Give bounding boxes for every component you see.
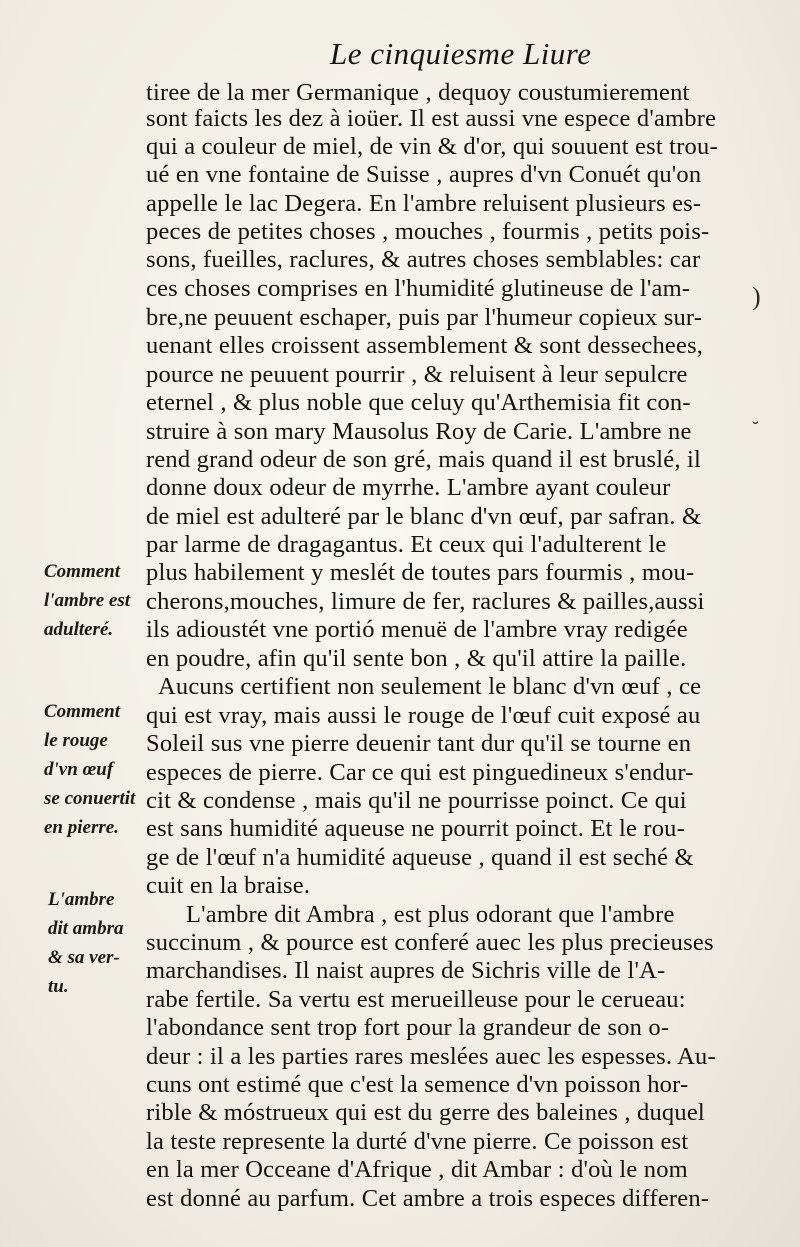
text-line: est donné au parfum. Cet ambre a trois especes differen- [146, 1185, 710, 1212]
margin-mark-paren: ) [752, 282, 761, 311]
text-line: cherons,mouches, limure de fer, raclures & pailles,aussi [146, 588, 705, 615]
marginal-note-line: tu. [48, 976, 69, 997]
text-line: qui est vray, mais aussi le rouge de l'œuf cuit exposé au [146, 702, 701, 729]
marginal-note-line: & sa ver- [48, 947, 120, 968]
text-line: sons, fueilles, raclures, & autres choses semblables: car [146, 246, 701, 273]
text-line: la teste represente la durté d'vne pierre. Ce poisson est [146, 1128, 689, 1155]
marginal-note-line: Comment [44, 701, 121, 722]
text-line: eternel , & plus noble que celuy qu'Arthemisia fit con- [146, 389, 691, 416]
text-line: peces de petites choses , mouches , fourmis , petits pois- [146, 218, 710, 245]
margin-mark-tick: ˘ [752, 418, 759, 440]
text-line: marchandises. Il naist aupres de Sichris ville de l'A- [146, 957, 666, 984]
text-line: struire à son mary Mausolus Roy de Carie. L'ambre ne [146, 418, 692, 445]
text-line: sont faicts les dez à ioüer. Il est aussi vne espece d'ambre [146, 105, 717, 132]
text-line: ge de l'œuf n'a humidité aqueuse , quand il est seché & [146, 844, 694, 871]
text-line: rend grand odeur de son gré, mais quand il est bruslé, il [146, 446, 702, 473]
text-line: rible & móstrueux qui est du gerre des baleines , duquel [146, 1099, 705, 1126]
text-line: de miel est adulteré par le blanc d'vn œuf, par safran. & [146, 503, 702, 530]
text-line: par larme de dragagantus. Et ceux qui l'adulterent le [146, 531, 667, 558]
text-line: qui a couleur de miel, de vin & d'or, qui souuent est trou- [146, 133, 718, 160]
text-line: L'ambre dit Ambra , est plus odorant que l'ambre [186, 901, 675, 928]
marginal-note-line: L'ambre [48, 889, 115, 910]
text-line: Aucuns certifient non seulement le blanc d'vn œuf , ce [158, 673, 702, 700]
marginal-note-line: adulteré. [44, 619, 114, 640]
text-line: en la mer Occeane d'Afrique , dit Ambar : d'où le nom [146, 1156, 688, 1183]
marginal-note-line: dit ambra [48, 918, 124, 939]
marginal-note-line: en pierre. [44, 817, 119, 838]
marginal-note-line: l'ambre est [44, 590, 131, 611]
text-line: pource ne peuuent pourrir , & reluisent à leur sepulcre [146, 361, 688, 388]
marginal-note-line: d'vn œuf [44, 759, 114, 780]
marginal-note-line: Comment [44, 561, 121, 582]
text-line: especes de pierre. Car ce qui est pinguedineux s'endur- [146, 759, 694, 786]
text-line: ces choses comprises en l'humidité glutineuse de l'am- [146, 275, 691, 302]
text-line: deur : il a les parties rares meslées auec les espesses. Au- [146, 1043, 716, 1070]
text-line: uenant elles croissent assemblement & sont dessechees, [146, 332, 704, 359]
text-line: rabe fertile. Sa vertu est merueilleuse pour le cerueau: [146, 986, 686, 1013]
marginal-note-line: se conuertit [44, 788, 136, 809]
text-line: est sans humidité aqueuse ne pourrit poinct. Et le rou- [146, 815, 685, 842]
text-line: bre,ne peuuent eschaper, puis par l'humeur copieux sur- [146, 304, 703, 331]
text-line: appelle le lac Degera. En l'ambre reluisent plusieurs es- [146, 190, 702, 217]
text-line: l'abondance sent trop fort pour la grandeur de son o- [146, 1014, 670, 1041]
running-header: Le cinquiesme Liure [330, 36, 592, 71]
text-line: plus habilement y meslét de toutes pars fourmis , mou- [146, 559, 695, 586]
text-line: ils adioustét vne portió menuë de l'ambre vray redigée [146, 616, 688, 643]
text-line: cuit en la braise. [146, 872, 311, 899]
text-line: cit & condense , mais qu'il ne pourrisse poinct. Ce qui [146, 787, 687, 814]
text-line: succinum , & pource est conferé auec les plus precieuses [146, 929, 714, 956]
text-line: cuns ont estimé que c'est la semence d'vn poisson hor- [146, 1071, 689, 1098]
marginal-note-line: le rouge [44, 730, 108, 751]
text-line: en poudre, afin qu'il sente bon , & qu'il attire la paille. [146, 645, 687, 672]
text-line: Soleil sus vne pierre deuenir tant dur qu'il se tourne en [146, 730, 692, 757]
text-line: tiree de la mer Germanique , dequoy coustumierement [146, 79, 690, 106]
text-line: ué en vne fontaine de Suisse , aupres d'vn Conuét qu'on [146, 161, 702, 188]
text-line: donne doux odeur de myrrhe. L'ambre ayant couleur [146, 474, 671, 501]
